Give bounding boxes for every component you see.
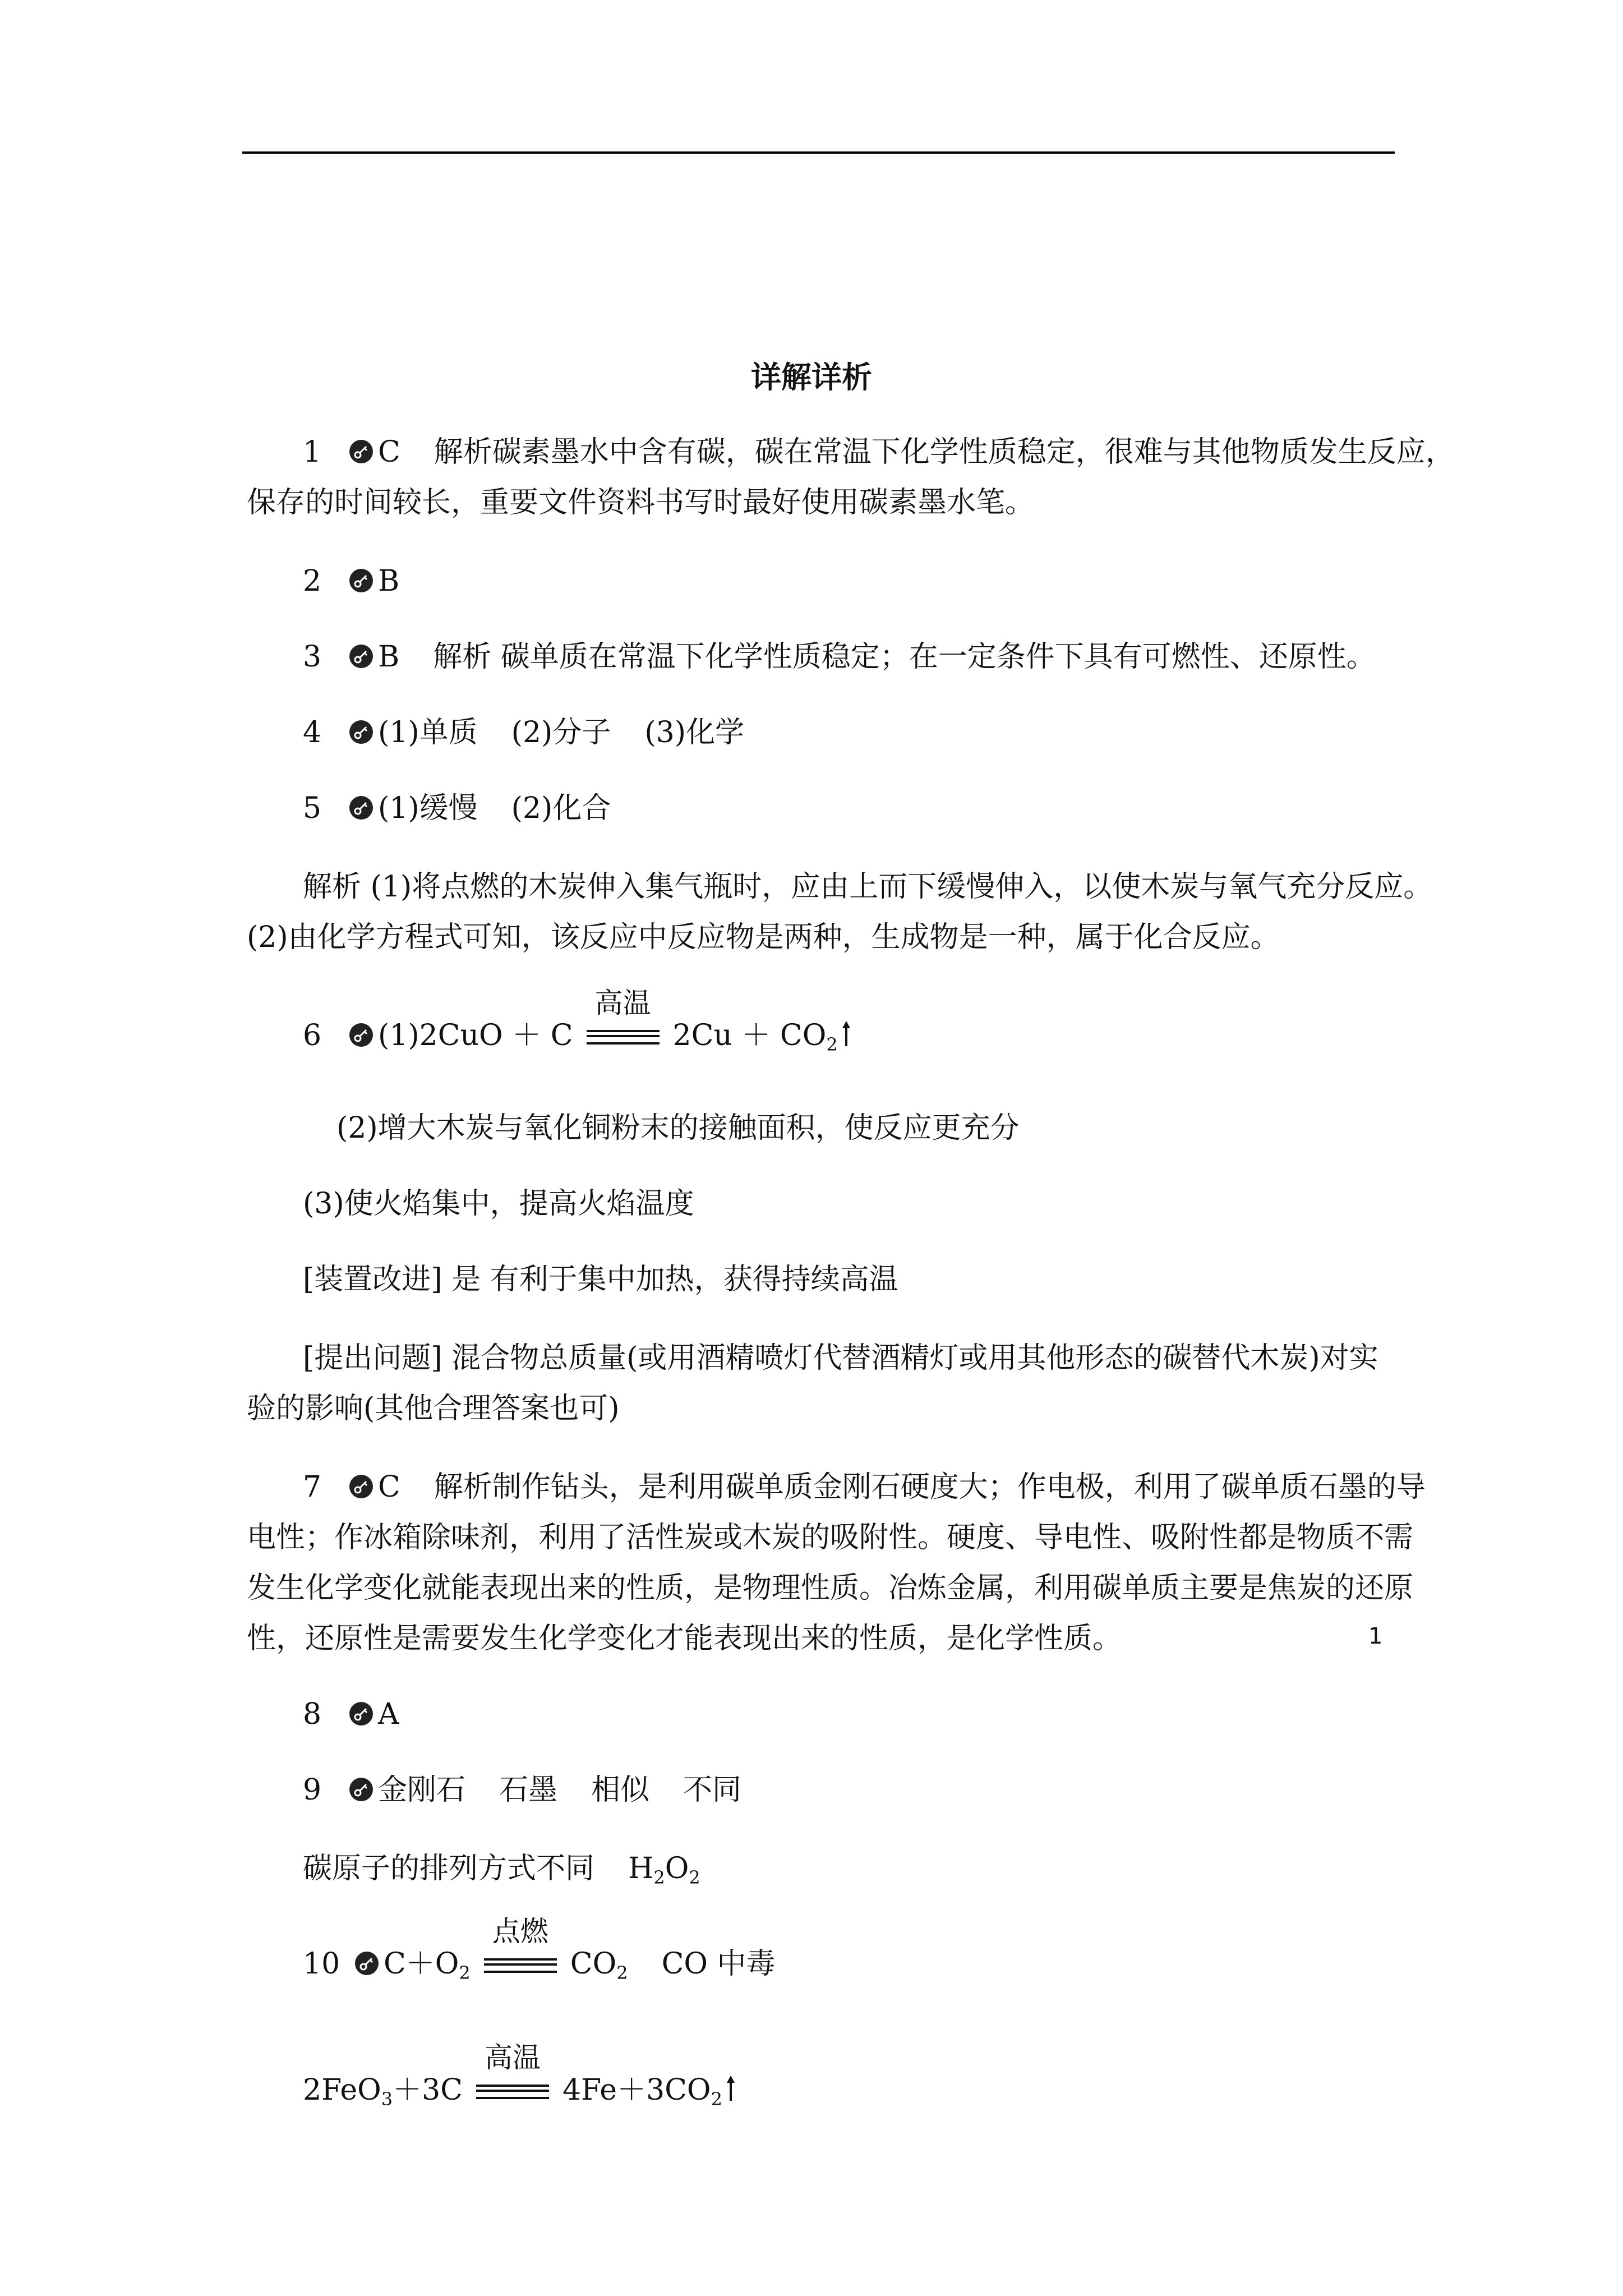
- q9-formula-h-sub: 2: [653, 1867, 665, 1888]
- top-rule: [242, 151, 1395, 154]
- q5-explanation-2: (2)由化学方程式可知，该反应中反应物是两种，生成物是一种，属于化合反应。: [247, 921, 1280, 954]
- q7-explanation-3: 发生化学变化就能表现出来的性质，是物理性质。冶炼金属，利用碳单质主要是焦炭的还原: [247, 1571, 1414, 1605]
- q10-number: 10: [303, 1947, 340, 1981]
- q7-explanation-1: 解析制作钻头，是利用碳单质金刚石硬度大；作电极，利用了碳单质石墨的导: [434, 1470, 1426, 1504]
- answer-key-icon: [348, 567, 375, 594]
- q5-number: 5: [303, 792, 322, 825]
- reaction-arrow: [471, 2041, 555, 2110]
- q10-eq1-condition: 点燃: [492, 1915, 548, 1948]
- q1-explanation-1: 解析碳素墨水中含有碳，碳在常温下化学性质稳定，很难与其他物质发生反应，: [434, 435, 1455, 469]
- q7-number: 7: [303, 1470, 322, 1504]
- q8-answer: A: [378, 1697, 399, 1731]
- q9-number: 9: [303, 1773, 322, 1807]
- q10-eq2-b: O: [357, 2073, 381, 2107]
- q6-p2: (2)增大木炭与氧化铜粉末的接触面积，使反应更充分: [336, 1111, 1020, 1145]
- q6-eq-condition: 高温: [594, 987, 651, 1019]
- q10-eq2-right: 4Fe＋3CO: [562, 2073, 711, 2107]
- q10-eq2-condition: 高温: [484, 2041, 541, 2074]
- answer-key-icon: [348, 1700, 375, 1727]
- answer-key-icon: [348, 1473, 375, 1500]
- q1-number: 1: [303, 435, 322, 469]
- gas-arrow-icon: [726, 2075, 736, 2102]
- q1-answer: C: [378, 435, 400, 469]
- q3-explanation: 解析 碳单质在常温下化学性质稳定；在一定条件下具有可燃性、还原性。: [433, 640, 1376, 674]
- q1-explanation-2: 保存的时间较长，重要文件资料书写时最好使用碳素墨水笔。: [247, 486, 1035, 519]
- q7-explanation-4: 性，还原性是需要发生化学变化才能表现出来的性质，是化学性质。: [247, 1622, 1122, 1655]
- answer-key-icon: [348, 643, 375, 670]
- q8-line: [303, 1694, 399, 1734]
- q9-reason: 碳原子的排列方式不同: [303, 1852, 595, 1885]
- answer-key-icon: [353, 1950, 380, 1977]
- q5-a: (1)缓慢: [378, 792, 478, 825]
- q10-eq1-right: CO: [570, 1947, 617, 1981]
- q9-formula-o-sub: 2: [689, 1867, 700, 1888]
- q9-formula-o: O: [665, 1852, 689, 1885]
- q6-equation: [303, 987, 851, 1056]
- q5-explanation-1: 解析 (1)将点燃的木炭伸入集气瓶时，应由上而下缓慢伸入，以使木炭与氧气充分反应。: [303, 870, 1433, 904]
- q4-number: 4: [303, 716, 322, 749]
- q6-p3: (3)使火焰集中，提高火焰温度: [303, 1187, 694, 1221]
- q2-line: [303, 561, 399, 601]
- q6-eq-right-sub: 2: [826, 1034, 838, 1055]
- q9-d: 不同: [683, 1773, 742, 1807]
- q2-answer: B: [378, 564, 400, 598]
- q10-eq1-tail: CO 中毒: [661, 1947, 776, 1981]
- answer-key-icon: [348, 438, 375, 465]
- q10-eq1-left: C＋O: [384, 1947, 459, 1981]
- page-number: 1: [1368, 1623, 1383, 1649]
- q10-eq2-b-sub: 3: [381, 2088, 393, 2110]
- q10-equation-1: [303, 1915, 776, 1984]
- answer-key-icon: [348, 794, 375, 821]
- q10-eq2-right-sub: 2: [711, 2088, 722, 2110]
- q6-eq-left: (1)2CuO ＋ C: [378, 1019, 573, 1052]
- q2-number: 2: [303, 564, 322, 598]
- reaction-arrow: [478, 1915, 562, 1984]
- q9-c: 相似: [591, 1773, 650, 1807]
- answer-key-icon: [348, 1776, 375, 1803]
- q6-p4: [装置改进] 是 有利于集中加热，获得持续高温: [303, 1263, 898, 1296]
- q7-answer: C: [378, 1470, 400, 1504]
- q10-eq2-c: ＋3C: [393, 2073, 463, 2107]
- q4-c: (3)化学: [644, 716, 745, 749]
- q6-p5-1: [提出问题] 混合物总质量(或用酒精喷灯代替酒精灯或用其他形态的碳替代木炭)对实: [303, 1341, 1378, 1375]
- q6-eq-right: 2Cu ＋ CO: [672, 1019, 827, 1052]
- q3-line: [303, 637, 1376, 677]
- reaction-arrow: [581, 987, 665, 1056]
- q4-line: [303, 712, 744, 753]
- q10-eq1-left-sub: 2: [459, 1962, 471, 1984]
- gas-arrow-icon: [841, 1020, 851, 1047]
- q9-a: 金刚石: [378, 1773, 466, 1807]
- q7-line1: [303, 1467, 1426, 1507]
- q3-answer: B: [378, 640, 400, 674]
- q4-b: (2)分子: [511, 716, 611, 749]
- q1-line1: [303, 432, 1455, 472]
- q9-formula-h: H: [628, 1852, 654, 1885]
- q10-eq2-a: 2Fe: [303, 2073, 358, 2107]
- q7-explanation-2: 电性；作冰箱除味剂，利用了活性炭或木炭的吸附性。硬度、导电性、吸附性都是物质不需: [247, 1521, 1414, 1554]
- q3-number: 3: [303, 640, 322, 674]
- q6-p5-2: 验的影响(其他合理答案也可): [247, 1392, 620, 1425]
- q9-b: 石墨: [499, 1773, 558, 1807]
- q4-a: (1)单质: [378, 716, 478, 749]
- q5-line: [303, 788, 611, 829]
- page-title: 详解详析: [751, 359, 872, 395]
- q5-b: (2)化合: [511, 792, 611, 825]
- q9-line1: [303, 1770, 741, 1810]
- q6-number: 6: [303, 1019, 322, 1052]
- q10-eq1-right-sub: 2: [616, 1962, 628, 1984]
- q8-number: 8: [303, 1697, 322, 1731]
- answer-key-icon: [348, 719, 375, 746]
- answer-key-icon: [348, 1022, 375, 1048]
- q10-equation-2: [303, 2041, 736, 2110]
- q9-line2: [303, 1848, 700, 1889]
